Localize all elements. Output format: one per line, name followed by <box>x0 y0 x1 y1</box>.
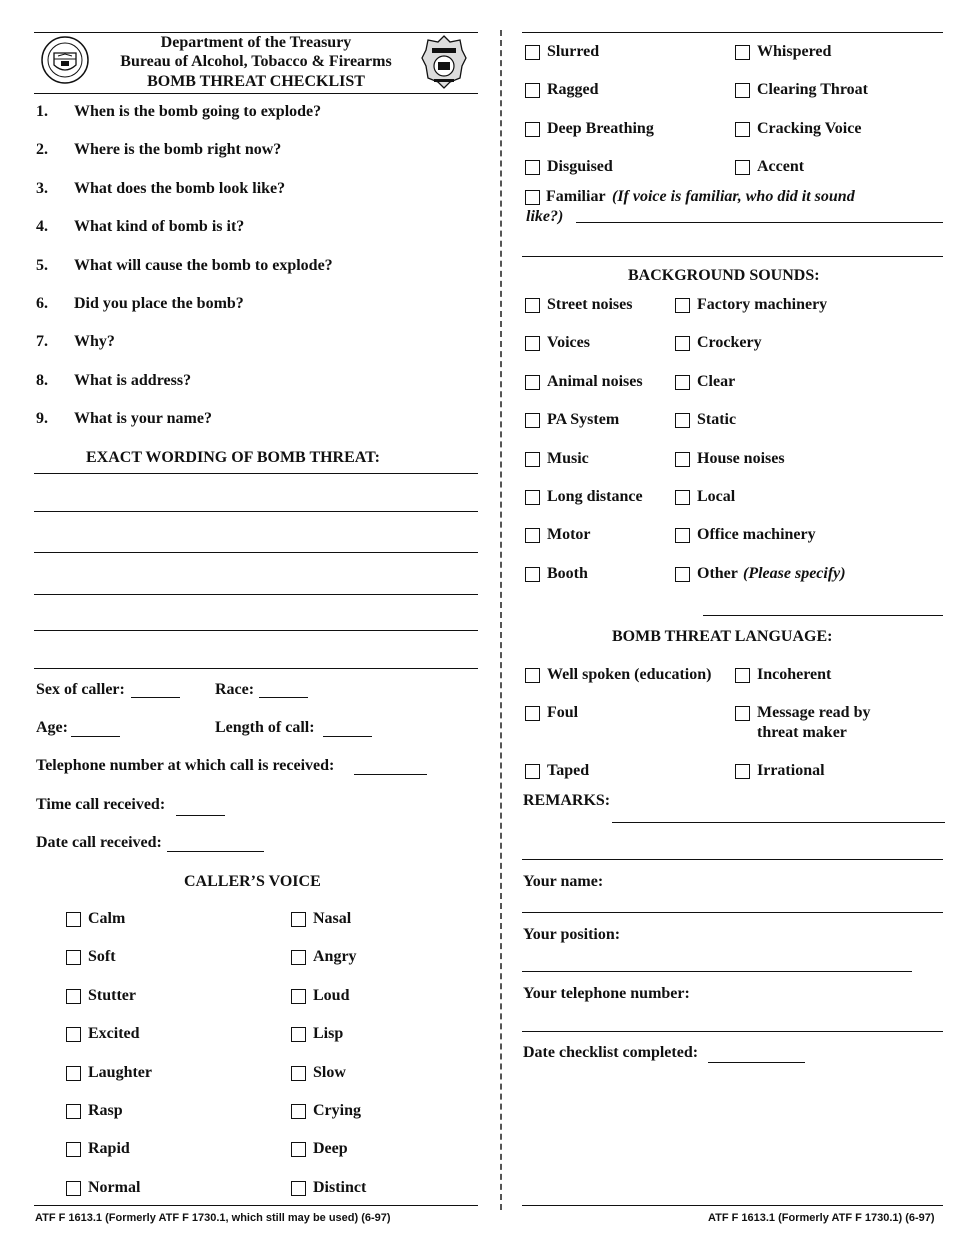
footer-form-number-left: ATF F 1613.1 (Formerly ATF F 1730.1, which still may be used) (6-97) <box>35 1212 391 1224</box>
pa-system-label: PA System <box>547 411 620 429</box>
sex-of-caller-field[interactable] <box>131 697 180 698</box>
angry-label: Angry <box>313 948 357 966</box>
rasp-label: Rasp <box>88 1102 123 1119</box>
telephone-received-label: Telephone number at which call is received: <box>36 757 335 774</box>
familiar-label: Familiar <box>546 188 606 205</box>
stutter-checkbox[interactable] <box>66 989 81 1004</box>
voices-checkbox[interactable] <box>525 336 540 351</box>
local-checkbox[interactable] <box>675 490 690 505</box>
distinct-checkbox[interactable] <box>291 1181 306 1196</box>
static-checkbox[interactable] <box>675 413 690 428</box>
rasp-checkbox[interactable] <box>66 1104 81 1119</box>
cracking-voice-label: Cracking Voice <box>757 119 862 137</box>
deep-label: Deep <box>313 1140 348 1158</box>
deep-breathing-checkbox[interactable] <box>525 122 540 137</box>
message-read-checkbox[interactable] <box>735 706 750 721</box>
house-noises-label: House noises <box>697 449 785 467</box>
booth-checkbox[interactable] <box>525 567 540 582</box>
other-checkbox[interactable] <box>675 567 690 582</box>
excited-label: Excited <box>88 1025 140 1043</box>
question-text: When is the bomb going to explode? <box>74 103 322 120</box>
angry-checkbox[interactable] <box>291 950 306 965</box>
atf-badge-icon <box>420 34 468 90</box>
deep-breathing-label: Deep Breathing <box>547 119 654 137</box>
foul-checkbox[interactable] <box>525 706 540 721</box>
voices-label: Voices <box>547 334 590 352</box>
wording-line[interactable] <box>34 552 478 553</box>
footer-rule-left <box>34 1205 478 1206</box>
crying-label: Crying <box>313 1102 361 1119</box>
familiar-note: (If voice is familiar, who did it sound <box>612 188 855 205</box>
question-text: What is address? <box>74 371 192 389</box>
length-of-call-label: Length of call: <box>215 719 315 736</box>
callers-voice-heading: CALLER’S VOICE <box>184 873 321 890</box>
clear-checkbox[interactable] <box>675 375 690 390</box>
foul-label: Foul <box>547 704 579 721</box>
incoherent-label: Incoherent <box>757 666 832 683</box>
ragged-checkbox[interactable] <box>525 83 540 98</box>
question-number: 6. <box>36 295 48 312</box>
question-number: 3. <box>36 179 48 197</box>
irrational-checkbox[interactable] <box>735 764 750 779</box>
column-divider <box>500 30 502 1210</box>
date-completed-label: Date checklist completed: <box>523 1044 699 1061</box>
familiar-note-cont: like?) <box>526 208 564 225</box>
long-distance-checkbox[interactable] <box>525 490 540 505</box>
background-sounds-heading: BACKGROUND SOUNDS: <box>628 267 820 284</box>
familiar-field-line-2[interactable] <box>522 256 943 257</box>
well-spoken-checkbox[interactable] <box>525 668 540 683</box>
other-label: Other <box>697 564 738 582</box>
your-name-label: Your name: <box>523 873 604 890</box>
crockery-checkbox[interactable] <box>675 336 690 351</box>
deep-checkbox[interactable] <box>291 1142 306 1157</box>
question-text: Why? <box>74 333 115 351</box>
laughter-label: Laughter <box>88 1063 152 1081</box>
taped-label: Taped <box>547 762 590 779</box>
taped-checkbox[interactable] <box>525 764 540 779</box>
other-specify-field[interactable] <box>703 615 943 616</box>
nasal-label: Nasal <box>313 910 352 927</box>
footer-rule-right <box>522 1205 943 1206</box>
pa-system-checkbox[interactable] <box>525 413 540 428</box>
wording-line[interactable] <box>34 473 478 474</box>
accent-checkbox[interactable] <box>735 160 750 175</box>
your-position-label: Your position: <box>523 926 621 943</box>
nasal-checkbox[interactable] <box>291 912 306 927</box>
disguised-label: Disguised <box>547 158 613 176</box>
office-machinery-label: Office machinery <box>697 526 816 544</box>
question-text: What is your name? <box>74 410 212 428</box>
other-specify-note: (Please specify) <box>743 565 846 582</box>
date-received-field[interactable] <box>167 851 264 852</box>
length-of-call-field[interactable] <box>323 736 372 737</box>
header-bureau: Bureau of Alcohol, Tobacco & Firearms <box>120 53 392 70</box>
animal-noises-checkbox[interactable] <box>525 375 540 390</box>
wording-line[interactable] <box>34 668 478 669</box>
stutter-label: Stutter <box>88 986 136 1004</box>
cracking-voice-checkbox[interactable] <box>735 122 750 137</box>
slurred-label: Slurred <box>547 43 600 60</box>
question-text: Did you place the bomb? <box>74 295 244 312</box>
telephone-received-field[interactable] <box>354 774 427 775</box>
accent-label: Accent <box>757 158 805 176</box>
header-department: Department of the Treasury <box>160 34 352 51</box>
familiar-checkbox[interactable] <box>525 190 540 205</box>
slow-label: Slow <box>313 1063 346 1081</box>
date-completed-field[interactable] <box>708 1062 805 1063</box>
soft-checkbox[interactable] <box>66 950 81 965</box>
race-field[interactable] <box>259 697 308 698</box>
header-rule <box>34 93 478 94</box>
laughter-checkbox[interactable] <box>66 1066 81 1081</box>
question-number: 9. <box>36 410 48 428</box>
wording-line[interactable] <box>34 594 478 595</box>
rapid-label: Rapid <box>88 1140 130 1158</box>
familiar-field[interactable] <box>576 222 943 223</box>
clear-label: Clear <box>697 372 736 390</box>
your-position-field[interactable] <box>522 971 912 972</box>
irrational-label: Irrational <box>757 762 825 779</box>
remarks-field-line-2[interactable] <box>522 859 943 860</box>
well-spoken-label: Well spoken (education) <box>547 666 712 683</box>
loud-label: Loud <box>313 986 350 1004</box>
threat-language-heading: BOMB THREAT LANGUAGE: <box>612 628 833 645</box>
local-label: Local <box>697 488 736 505</box>
question-text: What kind of bomb is it? <box>74 218 245 236</box>
footer-form-number-right: ATF F 1613.1 (Formerly ATF F 1730.1) (6-97) <box>708 1212 935 1224</box>
wording-line[interactable] <box>34 630 478 631</box>
race-label: Race: <box>215 681 255 698</box>
time-received-field[interactable] <box>176 815 225 816</box>
top-rule-right <box>522 32 943 33</box>
music-checkbox[interactable] <box>525 452 540 467</box>
question-text: Where is the bomb right now? <box>74 141 282 159</box>
your-telephone-field[interactable] <box>522 1031 943 1032</box>
static-label: Static <box>697 411 737 429</box>
exact-wording-heading: EXACT WORDING OF BOMB THREAT: <box>86 449 380 466</box>
music-label: Music <box>547 449 589 467</box>
question-number: 1. <box>36 103 48 120</box>
remarks-field[interactable] <box>612 822 945 823</box>
loud-checkbox[interactable] <box>291 989 306 1004</box>
rapid-checkbox[interactable] <box>66 1142 81 1157</box>
whispered-label: Whispered <box>757 43 832 60</box>
message-read-label-cont: threat maker <box>757 724 847 741</box>
question-text: What will cause the bomb to explode? <box>74 256 333 274</box>
factory-machinery-label: Factory machinery <box>697 296 828 313</box>
question-number: 5. <box>36 256 48 274</box>
motor-label: Motor <box>547 526 591 544</box>
ragged-label: Ragged <box>547 81 599 99</box>
whispered-checkbox[interactable] <box>735 45 750 60</box>
slow-checkbox[interactable] <box>291 1066 306 1081</box>
soft-label: Soft <box>88 948 116 966</box>
office-machinery-checkbox[interactable] <box>675 528 690 543</box>
factory-machinery-checkbox[interactable] <box>675 298 690 313</box>
page-title: BOMB THREAT CHECKLIST <box>147 73 365 90</box>
calm-checkbox[interactable] <box>66 912 81 927</box>
clearing-throat-checkbox[interactable] <box>735 83 750 98</box>
crockery-label: Crockery <box>697 334 762 352</box>
question-number: 2. <box>36 141 48 159</box>
crying-checkbox[interactable] <box>291 1104 306 1119</box>
wording-line[interactable] <box>34 511 478 512</box>
remarks-label: REMARKS: <box>523 792 611 809</box>
lisp-label: Lisp <box>313 1025 344 1043</box>
normal-checkbox[interactable] <box>66 1181 81 1196</box>
question-number: 8. <box>36 371 48 389</box>
age-field[interactable] <box>71 736 120 737</box>
time-received-label: Time call received: <box>36 796 166 813</box>
lisp-checkbox[interactable] <box>291 1027 306 1042</box>
booth-label: Booth <box>547 564 588 582</box>
sex-of-caller-label: Sex of caller: <box>36 681 125 698</box>
street-noises-label: Street noises <box>547 296 633 313</box>
long-distance-label: Long distance <box>547 488 643 505</box>
your-telephone-label: Your telephone number: <box>523 985 690 1002</box>
your-name-field[interactable] <box>522 912 943 913</box>
question-text: What does the bomb look like? <box>74 179 286 197</box>
message-read-label: Message read by <box>757 704 871 721</box>
treasury-seal-icon <box>40 35 90 85</box>
house-noises-checkbox[interactable] <box>675 452 690 467</box>
disguised-checkbox[interactable] <box>525 160 540 175</box>
distinct-label: Distinct <box>313 1178 367 1196</box>
clearing-throat-label: Clearing Throat <box>757 81 868 99</box>
question-number: 4. <box>36 218 48 236</box>
question-number: 7. <box>36 333 48 351</box>
street-noises-checkbox[interactable] <box>525 298 540 313</box>
animal-noises-label: Animal noises <box>547 372 643 390</box>
normal-label: Normal <box>88 1178 141 1196</box>
motor-checkbox[interactable] <box>525 528 540 543</box>
incoherent-checkbox[interactable] <box>735 668 750 683</box>
slurred-checkbox[interactable] <box>525 45 540 60</box>
excited-checkbox[interactable] <box>66 1027 81 1042</box>
age-label: Age: <box>36 719 68 736</box>
calm-label: Calm <box>88 910 126 927</box>
date-received-label: Date call received: <box>36 834 162 851</box>
